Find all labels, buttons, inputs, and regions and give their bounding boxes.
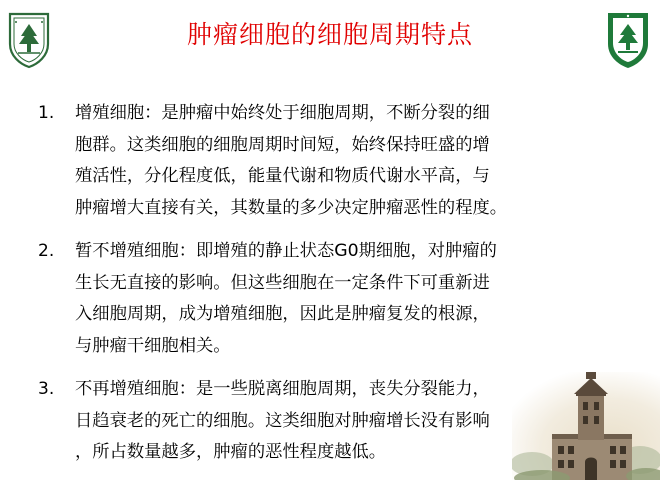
item-text-line: ，所占数量越多，肿瘤的恶性程度越低。: [75, 442, 387, 462]
item-text-line: 殖活性，分化程度低，能量代谢和物质代谢水平高，与: [75, 166, 490, 186]
list-item: [38, 236, 638, 362]
item-text-line: 生长无直接的影响。但这些细胞在一定条件下可重新进: [75, 272, 490, 293]
item-text-line: 暂不增殖细胞：即增殖的静止状态G0期细胞，对肿瘤的: [75, 241, 497, 261]
item-number: 1.: [38, 103, 55, 123]
item-text-line: 增殖细胞：是肿瘤中始终处于细胞周期，不断分裂的细: [75, 103, 490, 123]
item-text-line: 不再增殖细胞：是一些脱离细胞周期，丧失分裂能力，: [75, 379, 490, 399]
item-text-line: 入细胞周期，成为增殖细胞，因此是肿瘤复发的根源，: [75, 304, 490, 324]
item-text-line: 肿瘤增大直接有关，其数量的多少决定肿瘤恶性的程度。: [75, 197, 508, 218]
item-text-line: 胞群。这类细胞的细胞周期时间短，始终保持旺盛的增: [75, 134, 490, 155]
list-item: [38, 98, 638, 224]
item-text-line: 日趋衰老的死亡的细胞。这类细胞对肿瘤增长没有影响: [75, 410, 490, 431]
item-text-line: 与肿瘤干细胞相关。: [75, 335, 231, 356]
slide-title: 肿瘤细胞的细胞周期特点: [186, 20, 473, 49]
item-number: 3.: [38, 379, 55, 399]
item-number: 2.: [38, 241, 55, 261]
tower-building-image: [512, 372, 660, 480]
